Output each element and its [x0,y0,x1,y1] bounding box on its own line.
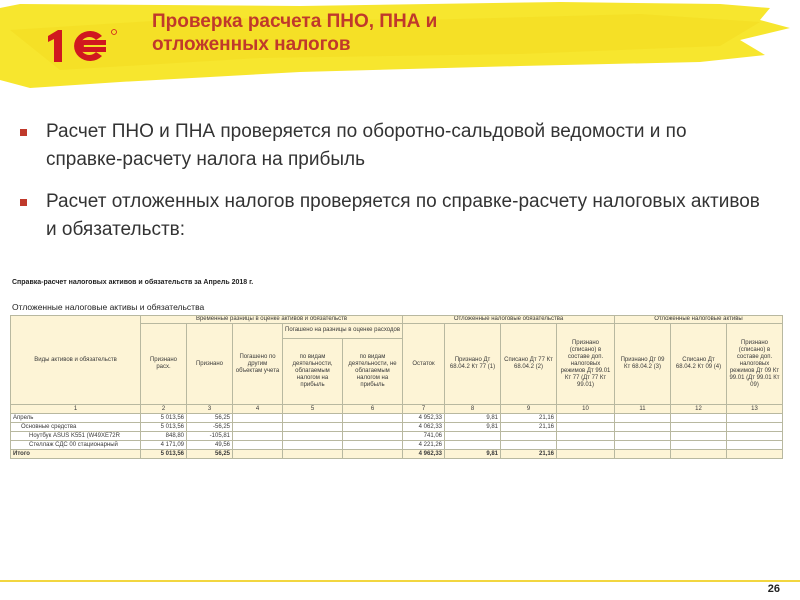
col-header-recognized-exp: Признано расх. [141,324,187,405]
col-number: 13 [727,405,783,414]
table-cell [501,441,557,450]
col-header-special-liab: Признано (списано) в составе доп. налоговых режимов Дт 99.01 Кт 77 (Дт 77 Кт 99.01) [557,324,615,405]
col-header-repaid-group: Погашено на разницы в оценке расходов [283,324,403,339]
group-header-deferred-assets: Отложенные налоговые активы [615,316,783,324]
col-header-by-not-taxed: по видам деятельности, не облагаемым налогом на прибыль [343,338,403,404]
table-cell [283,414,343,423]
table-cell: 9,81 [445,423,501,432]
table-cell [557,423,615,432]
table-cell [283,441,343,450]
table-cell [557,414,615,423]
col-number: 5 [283,405,343,414]
table-cell [557,441,615,450]
col-number: 8 [445,405,501,414]
col-number: 1 [11,405,141,414]
col-header-written-liab: Списано Дт 77 Кт 68.04.2 (2) [501,324,557,405]
slide-title-line1: Проверка расчета ПНО, ПНА и [152,11,438,32]
table-cell [615,441,671,450]
table-cell [615,414,671,423]
table-cell [727,414,783,423]
col-header-special-assets: Признано (списано) в составе доп. налоговых режимов Дт 09 Кт 99.01 (Дт 99.01 Кт 09) [727,324,783,405]
table-cell [343,441,403,450]
footer-divider [0,580,800,582]
table-cell: 9,81 [445,450,501,459]
table-cell: 21,16 [501,423,557,432]
logo-1c-icon [44,26,124,64]
table-row [11,414,783,423]
bullet-item [20,118,760,174]
table-cell [233,423,283,432]
bullet-item [20,188,760,244]
col-number: 7 [403,405,445,414]
table-cell [343,423,403,432]
col-number: 4 [233,405,283,414]
table-cell: 848,80 [141,432,187,441]
col-number: 12 [671,405,727,414]
table-row [11,432,783,441]
table-total-row [11,450,783,459]
table-cell [671,414,727,423]
table-cell [727,441,783,450]
col-header-written-assets: Списано Дт 68.04.2 Кт 09 (4) [671,324,727,405]
table-cell [343,414,403,423]
table-cell: -105,81 [187,432,233,441]
report-section-title: Отложенные налоговые активы и обязательства [12,302,205,312]
bullet-text: Расчет ПНО и ПНА проверяется по оборотно-сальдовой ведомости и по справке-расчету налога на прибыль [46,121,687,170]
col-header-by-ordinary: по видам деятельности, облагаемым налогом на прибыль [283,338,343,404]
table-cell [233,450,283,459]
bullet-text: Расчет отложенных налогов проверяется по справке-расчету налоговых активов и обязательств: [46,191,760,240]
group-header-temp-diff: Временные разницы в оценке активов и обязательств [141,316,403,324]
table-cell [671,432,727,441]
table-cell: 49,56 [187,441,233,450]
table-cell: 9,81 [445,414,501,423]
table-cell [233,432,283,441]
table-cell [233,441,283,450]
slide-title [152,10,752,56]
report-title: Справка-расчет налоговых активов и обязательств за Апрель 2018 г. [12,279,254,286]
table-cell: 5 013,56 [141,450,187,459]
table-cell: 56,25 [187,414,233,423]
row-label: Основные средства [11,423,141,432]
row-label: Итого [11,450,141,459]
table-cell [445,441,501,450]
deferred-tax-table [10,315,783,459]
table-row [11,441,783,450]
slide-title-line2: отложенных налогов [152,34,351,55]
table-cell [557,432,615,441]
col-number: 9 [501,405,557,414]
group-header-deferred-liabilities: Отложенные налоговые обязательства [403,316,615,324]
col-number: 10 [557,405,615,414]
page-number: 26 [767,583,780,595]
bullet-marker-icon [20,129,27,136]
row-label: Ноутбук ASUS K551 (W49XE72R [11,432,141,441]
table-cell [343,450,403,459]
table-cell: 4 221,26 [403,441,445,450]
table-cell [671,441,727,450]
table-row [11,423,783,432]
col-header-kinds: Виды активов и обязательств [11,316,141,405]
table-cell: -56,25 [187,423,233,432]
table-cell: 741,06 [403,432,445,441]
bullet-list [20,118,760,258]
table-cell [671,450,727,459]
table-cell [343,432,403,441]
table-cell: 4 062,33 [403,423,445,432]
table-cell [727,432,783,441]
col-header-balance-liab: Остаток [403,324,445,405]
col-number: 2 [141,405,187,414]
table-cell: 4 952,33 [403,414,445,423]
table-cell [233,414,283,423]
row-label: Апрель [11,414,141,423]
table-cell [615,450,671,459]
table-cell [283,432,343,441]
col-header-repaid-other: Погашено по другим объектам учета [233,324,283,405]
table-cell [615,432,671,441]
table-cell [615,423,671,432]
table-cell [671,423,727,432]
table-cell: 4 171,09 [141,441,187,450]
table-cell [501,432,557,441]
table-cell [557,450,615,459]
col-number: 3 [187,405,233,414]
table-cell: 21,16 [501,414,557,423]
col-number: 6 [343,405,403,414]
table-cell: 56,25 [187,450,233,459]
bullet-marker-icon [20,199,27,206]
table-cell [727,423,783,432]
col-header-recognized-assets: Признано Дт 09 Кт 68.04.2 (3) [615,324,671,405]
col-header-recognized: Признано [187,324,233,405]
table-cell [283,423,343,432]
table-cell [445,432,501,441]
col-number: 11 [615,405,671,414]
table-cell: 21,16 [501,450,557,459]
table-cell: 5 013,56 [141,423,187,432]
table-cell: 4 962,33 [403,450,445,459]
row-label: Стеллаж СДС 00 стационарный [11,441,141,450]
col-header-recognized-liab: Признано Дт 68.04.2 Кт 77 (1) [445,324,501,405]
table-cell [283,450,343,459]
table-cell [727,450,783,459]
table-cell: 5 013,56 [141,414,187,423]
